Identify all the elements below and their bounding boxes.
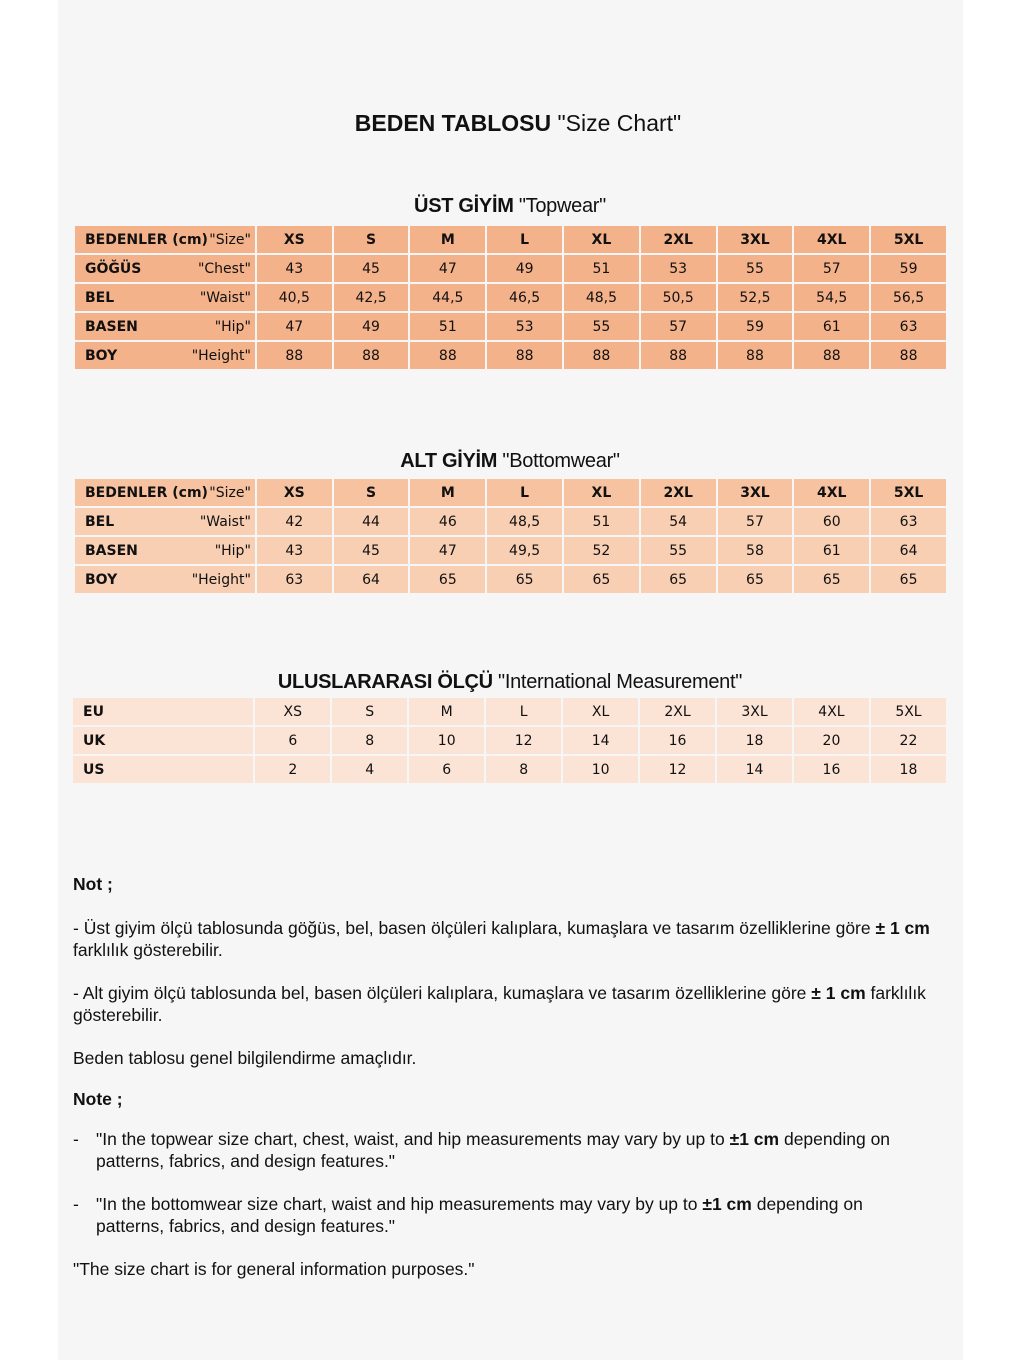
table-cell: 65	[410, 566, 485, 593]
table-cell: 10	[563, 756, 638, 783]
table-cell: 42	[257, 508, 332, 535]
topwear-title: ÜST GİYİM "Topwear"	[414, 195, 606, 217]
table-cell: 65	[487, 566, 562, 593]
table-cell: 48,5	[564, 284, 639, 311]
size-header-cell: XL	[564, 479, 639, 506]
table-cell: 4	[332, 756, 407, 783]
row-label	[75, 537, 255, 564]
table-cell: 16	[794, 756, 869, 783]
size-header-cell: M	[410, 226, 485, 253]
table-cell: 45	[334, 255, 409, 282]
table-cell: 88	[564, 342, 639, 369]
header-row	[75, 479, 946, 506]
size-header-cell: L	[487, 479, 562, 506]
size-header-cell: XS	[257, 479, 332, 506]
table-cell: 88	[410, 342, 485, 369]
row-label	[75, 255, 255, 282]
notes-tr-heading: Not ;	[73, 874, 113, 894]
label-en: "Chest"	[197, 260, 251, 277]
table-cell: 65	[564, 566, 639, 593]
table-cell: 49	[487, 255, 562, 282]
row-label	[75, 566, 255, 593]
label-en: "Waist"	[199, 289, 251, 306]
table-cell: XL	[563, 698, 638, 725]
table-cell: 88	[718, 342, 793, 369]
table-cell: 52	[564, 537, 639, 564]
table-cell: 88	[487, 342, 562, 369]
notes-en-item-2: - "In the bottomwear size chart, waist and hip measurements may vary by up to ±1 cm depending on patterns, fabrics, and design features."	[73, 1194, 863, 1236]
page-title: BEDEN TABLOSU "Size Chart"	[354, 110, 682, 136]
table-cell: 64	[334, 566, 409, 593]
table-cell: 8	[332, 727, 407, 754]
table-row	[75, 342, 946, 369]
row-label	[75, 226, 255, 253]
size-header-cell: XL	[564, 226, 639, 253]
label-en: "Waist"	[199, 513, 251, 530]
size-header-cell: 3XL	[718, 226, 793, 253]
table-cell: 88	[794, 342, 869, 369]
region-label: UK	[73, 727, 253, 754]
table-cell: 88	[257, 342, 332, 369]
table-cell: 51	[410, 313, 485, 340]
table-row	[73, 698, 946, 725]
table-row	[73, 727, 946, 754]
table-cell: 59	[718, 313, 793, 340]
table-cell: 47	[410, 255, 485, 282]
table-cell: 48,5	[487, 508, 562, 535]
label-tr: BEDENLER (cm)	[85, 484, 208, 501]
row-label	[75, 313, 255, 340]
table-cell: S	[332, 698, 407, 725]
table-cell: 44,5	[410, 284, 485, 311]
table-cell: 63	[871, 313, 946, 340]
size-header-cell: S	[334, 226, 409, 253]
size-header-cell: XS	[257, 226, 332, 253]
table-cell: 3XL	[717, 698, 792, 725]
topwear-size-table	[73, 224, 948, 371]
table-cell: 8	[486, 756, 561, 783]
label-en: "Hip"	[214, 318, 251, 335]
bottomwear-title: ALT GİYİM "Bottomwear"	[400, 450, 620, 472]
table-cell: 55	[564, 313, 639, 340]
table-cell: 16	[640, 727, 715, 754]
table-cell: 53	[641, 255, 716, 282]
row-label	[75, 284, 255, 311]
table-cell: 10	[409, 727, 484, 754]
table-cell: 61	[794, 537, 869, 564]
row-label	[75, 342, 255, 369]
size-header-cell: 2XL	[641, 226, 716, 253]
label-en: "Size"	[209, 231, 251, 248]
table-cell: 63	[257, 566, 332, 593]
table-cell: 57	[718, 508, 793, 535]
international-title: ULUSLARARASI ÖLÇÜ "International Measurement"	[277, 671, 743, 693]
table-cell: 46,5	[487, 284, 562, 311]
table-cell: XS	[255, 698, 330, 725]
table-cell: 12	[640, 756, 715, 783]
table-row	[75, 284, 946, 311]
table-cell: 88	[641, 342, 716, 369]
row-label	[75, 508, 255, 535]
notes-en-item-3: "The size chart is for general information purposes."	[73, 1259, 475, 1279]
table-row	[75, 566, 946, 593]
label-en: "Size"	[209, 484, 251, 501]
header-row	[75, 226, 946, 253]
notes-en-heading: Note ;	[73, 1089, 123, 1109]
label-tr: GÖĞÜS	[85, 260, 142, 277]
table-cell: L	[486, 698, 561, 725]
size-header-cell: 5XL	[871, 479, 946, 506]
table-cell: 52,5	[718, 284, 793, 311]
table-cell: 58	[718, 537, 793, 564]
table-cell: 55	[718, 255, 793, 282]
label-tr: BEL	[85, 513, 115, 530]
size-header-cell: 4XL	[794, 479, 869, 506]
table-cell: 47	[410, 537, 485, 564]
table-cell: 2XL	[640, 698, 715, 725]
table-row	[75, 313, 946, 340]
table-cell: 45	[334, 537, 409, 564]
table-cell: 57	[794, 255, 869, 282]
label-tr: BEDENLER (cm)	[85, 231, 208, 248]
notes-tr-item-1: - Üst giyim ölçü tablosunda göğüs, bel, basen ölçüleri kalıplara, kumaşlara ve tasarım özelliklerine göre ± 1 cm farklılık gösterebilir.	[73, 918, 930, 960]
region-label: EU	[73, 698, 253, 725]
table-cell: 18	[871, 756, 946, 783]
table-cell: 40,5	[257, 284, 332, 311]
table-cell: 47	[257, 313, 332, 340]
table-cell: 6	[409, 756, 484, 783]
label-tr: BASEN	[85, 318, 138, 335]
label-tr: BOY	[85, 571, 118, 588]
table-cell: 51	[564, 255, 639, 282]
table-cell: 60	[794, 508, 869, 535]
table-cell: 49,5	[487, 537, 562, 564]
table-cell: 54	[641, 508, 716, 535]
label-en: "Height"	[191, 571, 251, 588]
table-cell: 64	[871, 537, 946, 564]
table-cell: 51	[564, 508, 639, 535]
table-row	[75, 508, 946, 535]
table-row	[73, 756, 946, 783]
notes-en-item-1: - "In the topwear size chart, chest, waist, and hip measurements may vary by up to ±1 cm depending on patterns, fabrics, and design features."	[73, 1129, 891, 1171]
table-cell: 54,5	[794, 284, 869, 311]
row-label	[75, 479, 255, 506]
notes-section	[73, 873, 935, 1280]
table-cell: 2	[255, 756, 330, 783]
table-cell: 57	[641, 313, 716, 340]
region-label: US	[73, 756, 253, 783]
size-header-cell: 3XL	[718, 479, 793, 506]
table-cell: 22	[871, 727, 946, 754]
table-cell: 5XL	[871, 698, 946, 725]
notes-tr-item-2: - Alt giyim ölçü tablosunda bel, basen ölçüleri kalıplara, kumaşlara ve tasarım özelliklerine göre ± 1 cm farklılık gösterebilir.	[73, 983, 926, 1025]
table-cell: 14	[717, 756, 792, 783]
table-cell: 61	[794, 313, 869, 340]
label-tr: BOY	[85, 347, 118, 364]
table-cell: 20	[794, 727, 869, 754]
label-en: "Height"	[191, 347, 251, 364]
size-header-cell: S	[334, 479, 409, 506]
size-header-cell: 5XL	[871, 226, 946, 253]
table-row	[75, 255, 946, 282]
table-cell: 42,5	[334, 284, 409, 311]
label-en: "Hip"	[214, 542, 251, 559]
size-header-cell: 2XL	[641, 479, 716, 506]
table-cell: 65	[794, 566, 869, 593]
size-header-cell: 4XL	[794, 226, 869, 253]
table-cell: 18	[717, 727, 792, 754]
bottomwear-size-table	[73, 477, 948, 595]
label-tr: BASEN	[85, 542, 138, 559]
international-size-table	[71, 696, 948, 785]
size-header-cell: M	[410, 479, 485, 506]
table-cell: 4XL	[794, 698, 869, 725]
notes-tr-item-3: Beden tablosu genel bilgilendirme amaçlıdır.	[73, 1048, 417, 1068]
table-cell: 6	[255, 727, 330, 754]
table-cell: 56,5	[871, 284, 946, 311]
table-cell: 55	[641, 537, 716, 564]
table-cell: 65	[871, 566, 946, 593]
table-cell: 63	[871, 508, 946, 535]
size-header-cell: L	[487, 226, 562, 253]
table-cell: 88	[871, 342, 946, 369]
table-cell: 65	[718, 566, 793, 593]
table-cell: 14	[563, 727, 638, 754]
table-cell: 65	[641, 566, 716, 593]
table-cell: M	[409, 698, 484, 725]
table-cell: 43	[257, 255, 332, 282]
table-cell: 43	[257, 537, 332, 564]
table-cell: 46	[410, 508, 485, 535]
table-cell: 44	[334, 508, 409, 535]
table-row	[75, 537, 946, 564]
label-tr: BEL	[85, 289, 115, 306]
table-cell: 12	[486, 727, 561, 754]
table-cell: 53	[487, 313, 562, 340]
table-cell: 88	[334, 342, 409, 369]
table-cell: 50,5	[641, 284, 716, 311]
table-cell: 59	[871, 255, 946, 282]
table-cell: 49	[334, 313, 409, 340]
